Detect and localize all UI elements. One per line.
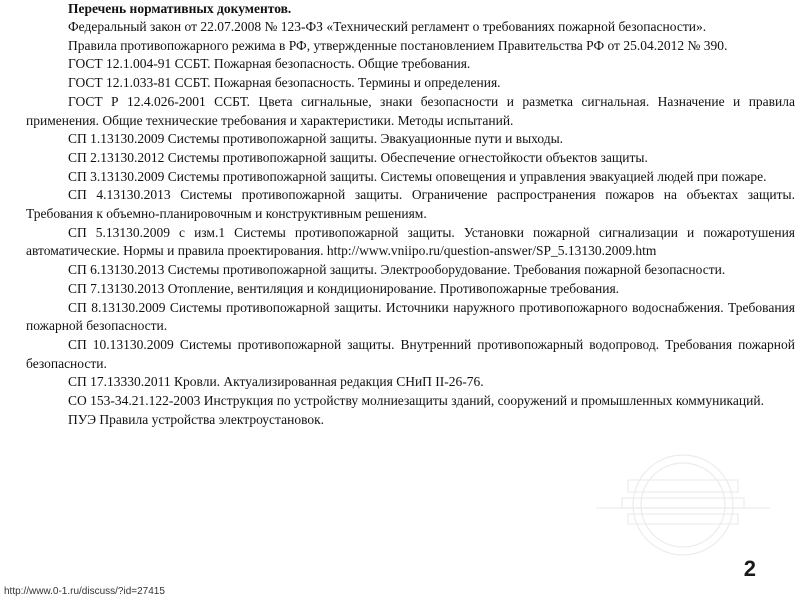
list-item: ГОСТ 12.1.004-91 ССБТ. Пожарная безопасность. Общие требования. [68, 56, 471, 72]
page-number: 2 [743, 556, 756, 581]
document-heading: Перечень нормативных документов. [68, 1, 292, 16]
list-item: СП 2.13130.2012 Системы противопожарной защиты. Обеспечение огнестойкости объектов защиты. [68, 149, 648, 165]
list-item: СП 5.13130.2009 с изм.1 Системы противопожарной защиты. Установки пожарной сигнализации и пожаротушения автоматические. Нормы и правила проектирования. http://www.vniipo.ru/question-answer/SP_5.13130.2009.htm [26, 224, 795, 259]
list-item: СП 1.13130.2009 Системы противопожарной защиты. Эвакуационные пути и выходы. [68, 131, 564, 147]
list-item: Федеральный закон от 22.07.2008 № 123-ФЗ «Технический регламент о требованиях пожарной безопасности». [68, 19, 707, 34]
document-body [26, 0, 795, 560]
list-item: ПУЭ Правила устройства электроустановок. [68, 411, 325, 427]
list-item: СП 7.13130.2013 Отопление, вентиляция и кондиционирование. Противопожарные требования. [68, 280, 620, 296]
list-item: СП 4.13130.2013 Системы противопожарной защиты. Ограничение распространения пожаров на объектах защиты. Требования к объемно-планировочным и конструктивным решениям. [26, 187, 795, 222]
list-item: ГОСТ 12.1.033-81 ССБТ. Пожарная безопасность. Термины и определения. [68, 75, 501, 91]
list-item: СП 3.13130.2009 Системы противопожарной защиты. Системы оповещения и управления эвакуацией людей при пожаре. [68, 168, 767, 184]
list-item: СП 6.13130.2013 Системы противопожарной защиты. Электрооборудование. Требования пожарной безопасности. [68, 262, 726, 278]
list-item: ГОСТ Р 12.4.026-2001 ССБТ. Цвета сигнальные, знаки безопасности и разметка сигнальная. Назначение и правила применения. Общие технические требования и характеристики. Методы испытаний. [26, 93, 795, 128]
list-item: Правила противопожарного режима в РФ, утвержденные постановлением Правительства РФ от 25.04.2012 № 390. [68, 37, 728, 53]
regulations-list [26, 18, 795, 429]
list-item: СП 17.13330.2011 Кровли. Актуализированная редакция СНиП II-26-76. [68, 374, 484, 390]
list-item: СО 153-34.21.122-2003 Инструкция по устройству молниезащиты зданий, сооружений и промышленных коммуникаций. [68, 393, 764, 409]
list-item: СП 8.13130.2009 Системы противопожарной защиты. Источники наружного противопожарного водоснабжения. Требования пожарной безопасности. [26, 299, 795, 334]
source-url: http://www.0-1.ru/discuss/?id=27415 [4, 586, 165, 597]
list-item: СП 10.13130.2009 Системы противопожарной защиты. Внутренний противопожарный водопровод. Требования пожарной безопасности. [26, 336, 795, 371]
